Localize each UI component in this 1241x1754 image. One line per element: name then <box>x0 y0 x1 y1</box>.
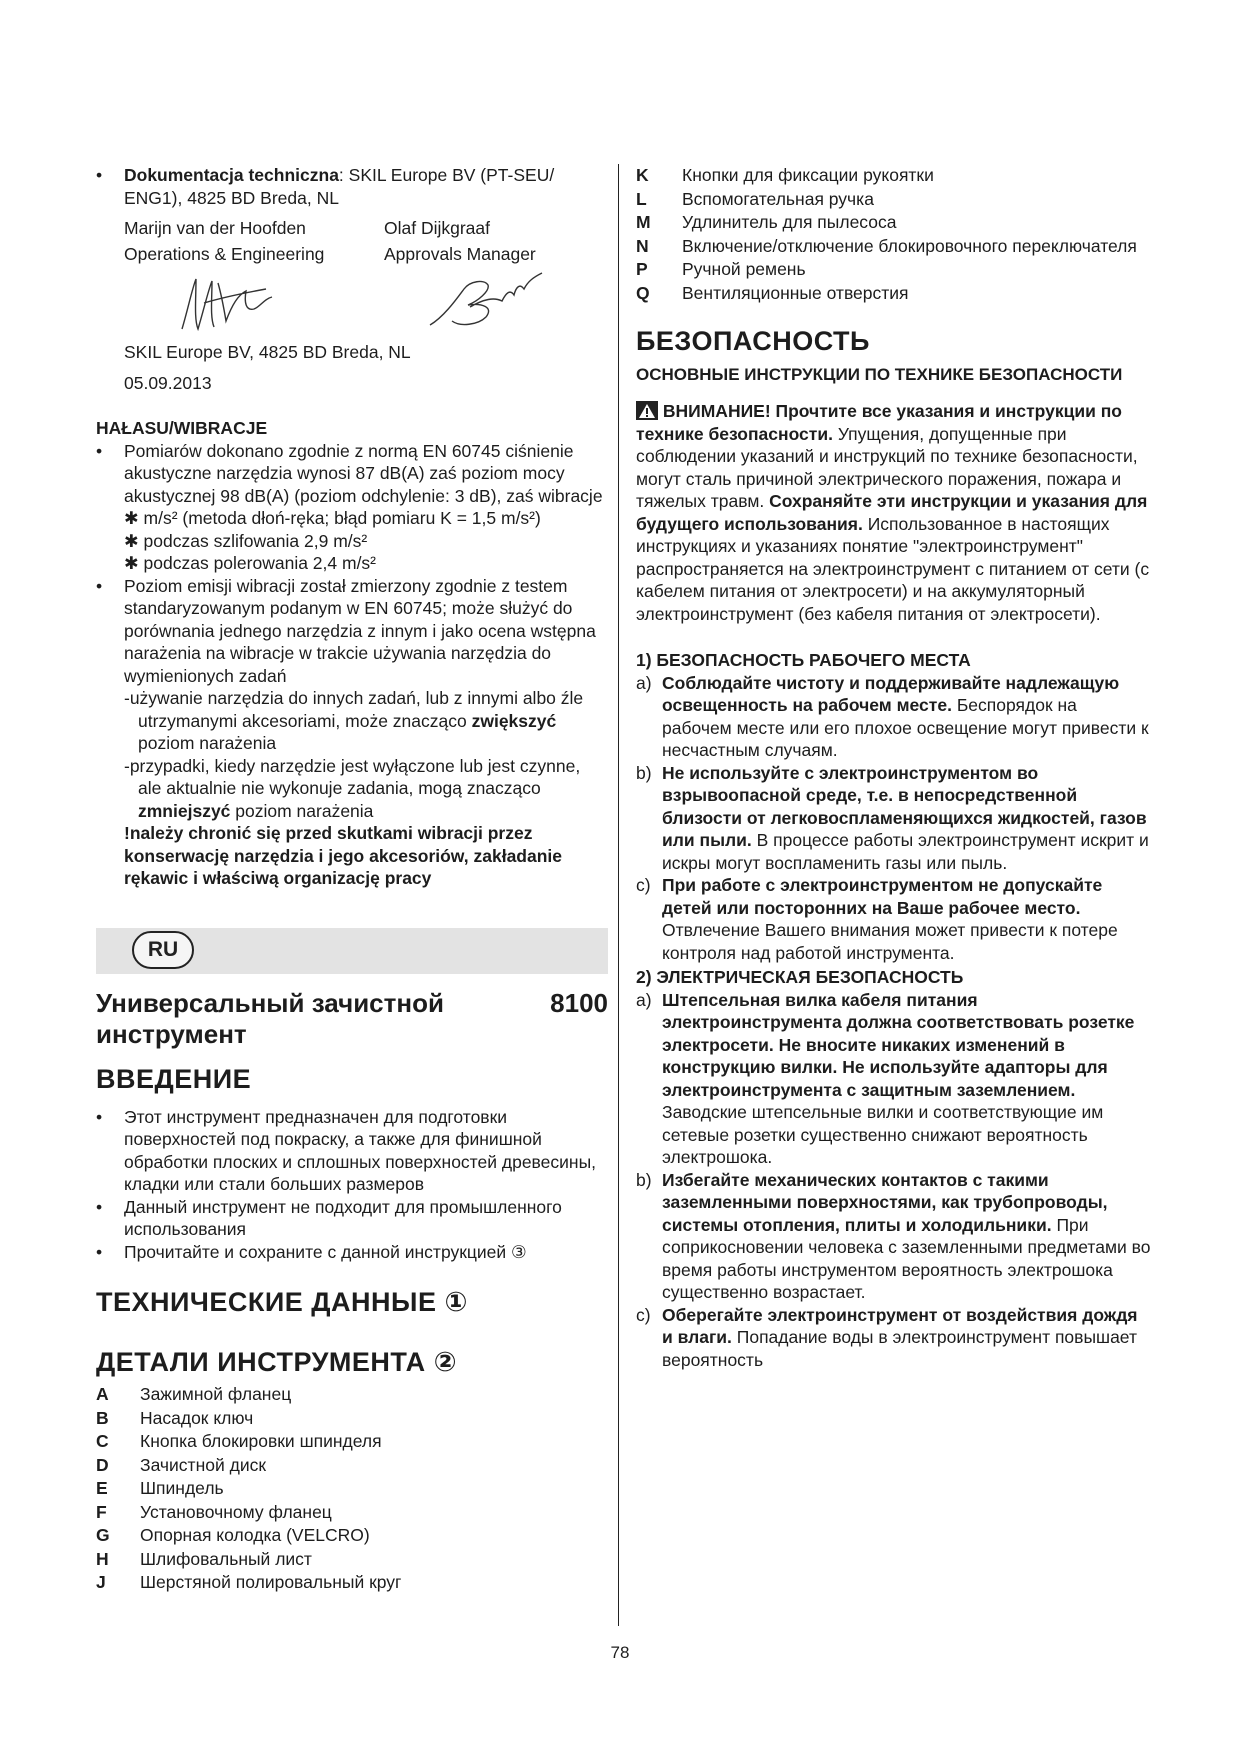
part-label: Шлифовальный лист <box>140 1548 312 1569</box>
part-label: Вентиляционные отверстия <box>682 282 909 303</box>
noise-dash-1-text: -używanie narzędzia do innych zadań, lub z innymi albo źle utrzymanymi akcesoriami, może znacząco <box>124 688 584 731</box>
product-name: Универсальный зачистной инструмент <box>96 987 444 1049</box>
noise-warning: !należy chronić się przed skutkami wibracji przez konserwację narzędzia i jego akcesoriów, zakładanie rękawic i właściwą organizację pracy <box>124 823 563 888</box>
signer1-role: Operations & Engineering <box>124 244 325 264</box>
part-key: K <box>636 165 649 185</box>
intro-bullet: • Данный инструмент не подходит для промышленного использования <box>96 1196 608 1241</box>
safety-item <box>636 989 1151 1169</box>
column-divider <box>618 164 619 1626</box>
company-line: SKIL Europe BV, 4825 BD Breda, NL <box>124 342 411 362</box>
part-key: B <box>96 1407 109 1428</box>
warning-triangle-icon <box>636 401 658 420</box>
safety-item <box>636 762 1151 875</box>
product-model: 8100 <box>550 987 608 1018</box>
noise-bullet-1: • Pomiarów dokonano zgodnie z normą EN 60745 ciśnienie akustyczne narzędzia wynosi 87 dB(A) zaś poziom mocy akustycznej 98 dB(A) (poziom odchylenie: 3 dB), zaś wibracje ✱ m/s² (metoda dłoń-ręka; błąd pomiaru K = 1,5 m/s²) <box>96 440 608 530</box>
signatures <box>124 267 608 337</box>
item-letter: c) <box>636 1304 651 1325</box>
part-key: G <box>96 1525 110 1545</box>
intro-bullet: • Прочитайте и сохраните с данной инструкцией ③ <box>96 1241 608 1264</box>
part-label: Удлинитель для пылесоса <box>682 212 897 232</box>
signer2-name: Olaf Dijkgraaf <box>384 218 491 238</box>
part-key: J <box>96 1572 106 1592</box>
noise-dash-1-bold: zwiększyć <box>471 710 557 731</box>
safety-section-1-title: 1) БЕЗОПАСНОСТЬ РАБОЧЕГО МЕСТА <box>636 650 971 670</box>
product-title <box>96 988 608 1050</box>
safety-subheading: ОСНОВНЫЕ ИНСТРУКЦИИ ПО ТЕХНИКЕ БЕЗОПАСНОСТИ <box>636 365 1123 384</box>
item-letter: a) <box>636 989 652 1010</box>
noise-dash-2-end: poziom narażenia <box>230 800 374 821</box>
item-text: В процессе работы электроинструмент искрит и искры могут воспламенить газы или пыль. <box>662 830 1149 873</box>
item-bold: Штепсельная вилка кабеля питания электроинструмента должна соответствовать розетке электросети. Не вносите никаких изменений в конструкцию вилки. Не используйте адапторы для электроинструмента с защитным заземлением. <box>662 989 1135 1100</box>
parts-list-left <box>96 1383 608 1594</box>
part-label: Кнопка блокировки шпинделя <box>140 1431 382 1451</box>
item-text: Беспорядок на рабочем месте или его плохое освещение могут привести к несчастным случаям. <box>662 695 1149 760</box>
item-text: Отвлечение Вашего внимания может привести к потере контроля над работой инструмента. <box>662 920 1118 963</box>
part-label: Включение/отключение блокировочного переключателя <box>682 235 1137 256</box>
noise-sub-2: ✱ podczas polerowania 2,4 m/s² <box>124 553 377 573</box>
part-key: A <box>96 1384 109 1404</box>
right-column <box>636 164 1151 1371</box>
item-letter: a) <box>636 672 652 693</box>
item-text: Попадание воды в электроинструмент повышает вероятность <box>662 1327 1137 1370</box>
tech-doc-value: : SKIL Europe BV (PT-SEU/ ENG1), 4825 BD Breda, NL <box>124 165 555 208</box>
item-letter: b) <box>636 1169 652 1190</box>
part-key: M <box>636 212 651 232</box>
safety-item <box>636 1304 1151 1372</box>
part-label: Зажимной фланец <box>140 1384 292 1404</box>
part-label: Шерстяной полировальный круг <box>140 1572 402 1592</box>
warning-bold-2: Сохраняйте эти инструкции и указания для будущего использования. <box>636 491 1148 534</box>
part-key: L <box>636 188 647 209</box>
part-label: Установочному фланец <box>140 1501 332 1522</box>
part-key: D <box>96 1454 109 1475</box>
noise-dash-1-end: poziom narażenia <box>138 733 277 753</box>
safety-section-2-title: 2) ЭЛЕКТРИЧЕСКАЯ БЕЗОПАСНОСТЬ <box>636 967 964 987</box>
intro-bullet: • Этот инструмент предназначен для подготовки поверхностей под покраску, а также для финишной обработки плоских и сплошных поверхностей древесины, кладки или стали больших размеров <box>96 1106 608 1196</box>
warning-text-1: Упущения, допущенные при соблюдении указаний и инструкций по технике безопасности, могут сталь причиной электрического поражения, пожара и тяжелых травм. <box>636 423 1138 511</box>
noise-heading: HAŁASU/WIBRACJE <box>96 418 268 438</box>
part-label: Кнопки для фиксации рукоятки <box>682 165 934 185</box>
noise-dash-2-text: -przypadki, kiedy narzędzie jest wyłączone lub jest czynne, ale aktualnie nie wykonuje zadania, mogą znacząco <box>124 755 581 798</box>
signature-1-image <box>174 269 284 337</box>
noise-sub-1: ✱ podczas szlifowania 2,9 m/s² <box>124 530 368 551</box>
noise-dash-2 <box>96 755 608 823</box>
parts-list-right <box>636 164 1151 304</box>
part-key: Q <box>636 282 650 303</box>
item-letter: c) <box>636 875 651 895</box>
item-bold: Соблюдайте чистоту и поддерживайте надлежащую освещенность на рабочем месте. <box>662 672 1120 715</box>
part-key: P <box>636 259 648 279</box>
tech-data-heading: ТЕХНИЧЕСКИЕ ДАННЫЕ ① <box>96 1287 468 1317</box>
part-key: F <box>96 1501 107 1522</box>
safety-item <box>636 874 1151 964</box>
noise-bullet-2: • Poziom emisji wibracji został zmierzony zgodnie z testem standaryzowanym podanym w EN 60745; może służyć do porównania jednego narzędzia z innym i jako ocena wstępna narażenia na wibracje w trakcie używania narzędzia do wymienionych zadań <box>96 575 608 688</box>
part-key: C <box>96 1431 109 1451</box>
signer2-role: Approvals Manager <box>384 244 536 264</box>
safety-item <box>636 672 1151 762</box>
part-key: E <box>96 1478 108 1498</box>
item-text: Заводские штепсельные вилки и соответствующие им сетевые розетки существенно снижают вероятность электрошока. <box>662 1102 1104 1167</box>
date-line: 05.09.2013 <box>124 373 212 393</box>
part-key: H <box>96 1548 109 1569</box>
signer1-name: Marijn van der Hoofden <box>124 218 306 238</box>
safety-heading: БЕЗОПАСНОСТЬ <box>636 326 870 356</box>
part-label: Вспомогательная ручка <box>682 188 874 209</box>
parts-heading: ДЕТАЛИ ИНСТРУМЕНТА ② <box>96 1347 458 1377</box>
intro-heading: ВВЕДЕНИЕ <box>96 1063 252 1094</box>
noise-dash-1 <box>96 687 608 755</box>
warning-text-2: Использованное в настоящих инструкциях и указаниях понятие "электроинструмент" распространяется на электроинструмент с питанием от сети (с кабелем питания от электросети) и на аккумуляторный электроинструмент (без кабеля питания от электросети). <box>636 513 1150 624</box>
tech-doc-label: Dokumentacja techniczna <box>124 165 339 185</box>
language-band <box>96 928 608 974</box>
part-label: Шпиндель <box>140 1478 224 1498</box>
item-bold: Избегайте механических контактов с такими заземленными поверхностями, как трубопроводы, системы отопления, плиты и холодильники. <box>662 1169 1108 1235</box>
item-bold: При работе с электроинструментом не допускайте детей или посторонних на Ваше рабочее место. <box>662 875 1103 918</box>
tech-doc-bullet <box>96 164 608 209</box>
page-number: 78 <box>610 1643 630 1662</box>
item-letter: b) <box>636 762 652 783</box>
ru-badge: RU <box>132 931 194 969</box>
part-label: Ручной ремень <box>682 259 806 279</box>
item-bold: Оберегайте электроинструмент от воздействия дождя и влаги. <box>662 1304 1138 1347</box>
part-label: Опорная колодка (VELCRO) <box>140 1525 370 1545</box>
signature-2-image <box>424 267 554 335</box>
safety-item <box>636 1169 1151 1304</box>
signers <box>124 215 608 267</box>
part-label: Насадок ключ <box>140 1407 254 1428</box>
part-key: N <box>636 235 649 256</box>
safety-warning <box>636 400 1151 625</box>
item-text: При соприкосновении человека с заземленными предметами во время работы инструментом вероятность электрошока существенно возрастает. <box>662 1214 1151 1302</box>
item-bold: Не используйте с электроинструментом во взрывоопасной среде, т.е. в непосредственной близости от легковоспламеняющихся жидкостей, газов или пыли. <box>662 762 1147 850</box>
left-column <box>96 164 608 1594</box>
noise-dash-2-bold: zmniejszyć <box>138 800 231 821</box>
part-label: Зачистной диск <box>140 1454 267 1475</box>
warning-bold-1: ВНИМАНИЕ! Прочтите все указания и инструкции по технике безопасности. <box>636 401 1122 444</box>
